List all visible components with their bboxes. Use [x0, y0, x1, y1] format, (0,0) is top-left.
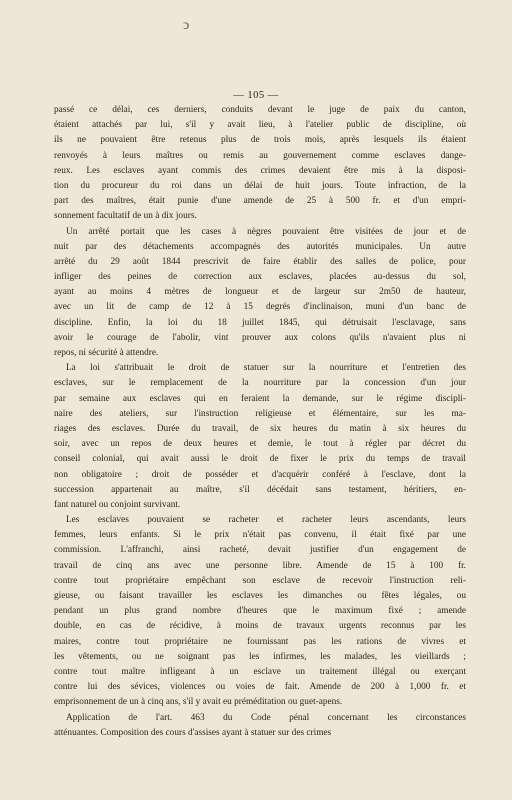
text-line: fant naturel ou conjoint survivant.	[54, 499, 181, 510]
paragraph	[54, 513, 466, 710]
text-line: sonnement facultatif de un à dix jours.	[54, 211, 197, 222]
body-text	[54, 103, 466, 741]
text-line: avoir le courage de l'abolir, vint prouver aux colons qu'ils n'avaient plus ni	[54, 332, 466, 343]
text-line: soir, avec un repos de deux heures et demie, le tout à régler par décret du	[54, 439, 466, 450]
paragraph	[54, 361, 466, 513]
text-line: repos, ni sécurité à attendre.	[54, 348, 159, 358]
text-line: étaient attachés par lui, s'il y avait lieu, à l'atelier public de discipline, où	[54, 120, 466, 131]
text-line: tion du procureur du roi dans un délai de huit jours. Toute infraction, de la	[54, 180, 466, 191]
paragraph	[54, 103, 466, 225]
text-line: discipline. Enfin, la loi du 18 juillet 1845, qui détruisait l'esclavage, sans	[54, 317, 466, 328]
text-line: renvoyés à leurs maîtres ou remis au gouvernement comme esclaves dange-	[54, 150, 466, 161]
page-number: — 105 —	[233, 90, 279, 101]
text-line: passé ce délai, ces derniers, conduits devant le juge de paix du canton,	[54, 105, 466, 115]
text-line: part des maîtres, était punie d'une amende de 25 à 500 fr. et d'un empri-	[54, 196, 466, 207]
pencil-mark: ↄ	[183, 18, 190, 33]
text-line: ils ne pouvaient être retenus plus de trois mois, après lesquels ils étaient	[54, 135, 466, 146]
paragraph	[54, 711, 466, 741]
text-line: non obligatoire ; droit de posséder et d'acquérir conféré à l'esclave, dont la	[54, 469, 466, 480]
text-line: par semaine aux esclaves qui en feraient la demande, sur le régime discipli-	[54, 393, 466, 404]
text-line: esclaves, sur le remplacement de la nourriture par la concession d'un jour	[54, 378, 466, 389]
text-line: maires, contre tout propriétaire ne fournissant pas les rations de vivres et	[54, 636, 466, 647]
text-line: travail de cinq ans avec une personne libre. Amende de 15 à 100 fr.	[54, 560, 466, 571]
text-line: reux. Les esclaves ayant commis des crimes devaient être mis à la disposi-	[54, 165, 466, 176]
text-line: La loi s'attribuait le droit de statuer sur la nourriture et l'entretien des	[66, 363, 466, 374]
text-line: commission. L'affranchi, ainsi racheté, devait justifier d'un engagement de	[54, 545, 466, 556]
text-line: femmes, leurs enfants. Si le prix n'était pas convenu, il était fixé par une	[54, 530, 466, 541]
text-line: emprisonnement de un à cinq ans, s'il y avait eu préméditation ou guet-apens.	[54, 697, 343, 708]
text-line: contre lui des sévices, violences ou voies de fait. Amende de 200 à 1,000 fr. et	[54, 682, 466, 693]
text-line: contre tout propriétaire empêchant son esclave de recevoir l'instruction reli-	[54, 575, 466, 586]
text-line: ayant au moins 4 mètres de longueur et de largeur sur 2m50 de hauteur,	[54, 287, 466, 298]
text-line: atténuantes. Composition des cours d'assises ayant à statuer sur des crimes	[54, 727, 332, 738]
text-line: infliger des peines de correction aux esclaves, placées au-dessus du sol,	[54, 272, 466, 283]
text-line: pendant un plus grand nombre d'heures que le maximum fixé ; amende	[54, 606, 466, 617]
text-line: succession appartenait au maître, s'il décédait sans testament, héritiers, en-	[54, 484, 466, 495]
text-line: gieuse, ou faisant travailler les esclaves les dimanches ou fêtes légales, ou	[54, 591, 466, 601]
text-line: riages des esclaves. Durée du travail, de six heures du matin à six heures du	[54, 423, 466, 434]
text-line: Un arrêté portait que les cases à nègres pouvaient être visitées de jour et de	[66, 226, 466, 237]
text-line: contre tout maître infligeant à un esclave un traitement illégal ou exerçant	[54, 666, 466, 677]
text-line: arrêté du 29 août 1844 prescrivit de faire établir des salles de police, pour	[54, 256, 466, 267]
text-line: Application de l'art. 463 du Code pénal concernant les circonstances	[66, 712, 466, 723]
text-line: conseil colonial, qui avait aussi le droit de fixer le prix du temps de travail	[54, 454, 466, 465]
text-line: double, en cas de récidive, à moins de travaux urgents reconnus par les	[54, 621, 466, 632]
text-line: nuit par des détachements accompagnés des autorités municipales. Un autre	[54, 241, 466, 252]
text-line: avec un lit de camp de 12 à 15 degrés d'inclinaison, muni d'un banc de	[54, 302, 466, 313]
paragraph	[54, 225, 466, 362]
text-line: les vêtements, ou ne soignant pas les infirmes, les malades, les vieillards ;	[54, 651, 466, 662]
text-line: Les esclaves pouvaient se racheter et racheter leurs ascendants, leurs	[66, 515, 466, 526]
text-line: naire des ateliers, sur l'instruction religieuse et élémentaire, sur les ma-	[54, 408, 466, 419]
